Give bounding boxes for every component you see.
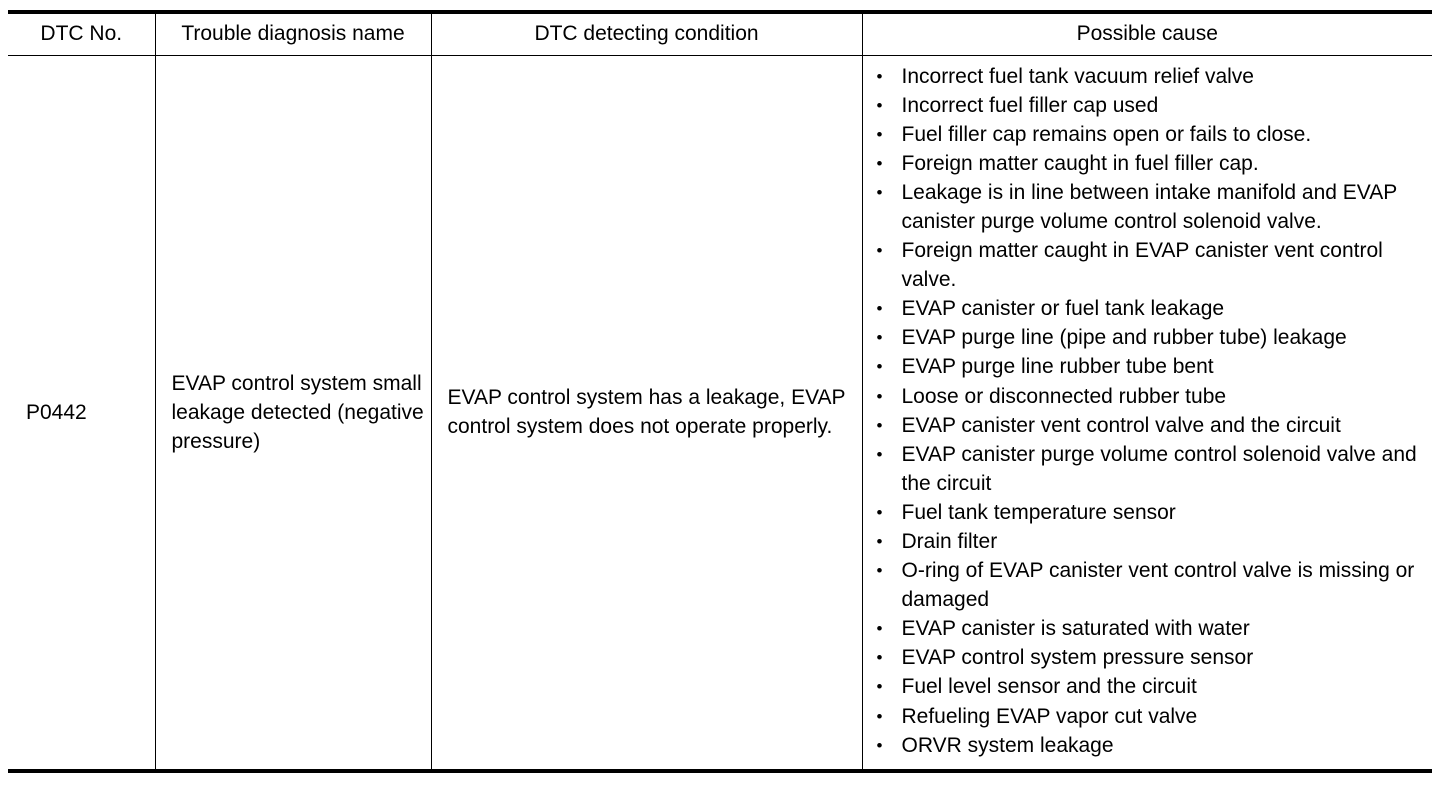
list-item: • EVAP canister purge volume control solenoid valve and the circuit <box>863 440 1419 498</box>
list-item: • EVAP canister vent control valve and the circuit <box>863 411 1419 440</box>
header-row <box>8 12 1432 55</box>
list-item: • Fuel level sensor and the circuit <box>863 672 1419 701</box>
header-dtc-no: DTC No. <box>8 12 155 55</box>
header-possible-cause: Possible cause <box>862 12 1432 55</box>
list-item: • Fuel filler cap remains open or fails to close. <box>863 120 1419 149</box>
table-header <box>8 12 1432 55</box>
trouble-diagnosis-name-cell: EVAP control system small leakage detected (negative pressure) <box>155 55 431 771</box>
list-item: • EVAP purge line (pipe and rubber tube) leakage <box>863 323 1419 352</box>
list-item: • Incorrect fuel filler cap used <box>863 91 1419 120</box>
header-trouble-diagnosis-name: Trouble diagnosis name <box>155 12 431 55</box>
list-item: • EVAP purge line rubber tube bent <box>863 352 1419 381</box>
list-item: • Drain filter <box>863 527 1419 556</box>
list-item: • Refueling EVAP vapor cut valve <box>863 702 1419 731</box>
dtc-code-cell: P0442 <box>8 55 155 771</box>
possible-cause-list <box>863 62 1433 760</box>
list-item: • Leakage is in line between intake manifold and EVAP canister purge volume control solenoid valve. <box>863 178 1419 236</box>
list-item: • Incorrect fuel tank vacuum relief valve <box>863 62 1419 91</box>
table-body <box>8 55 1432 771</box>
table-row <box>8 55 1432 771</box>
dtc-table <box>8 10 1432 773</box>
header-dtc-detecting-condition: DTC detecting condition <box>431 12 862 55</box>
detecting-condition-cell: EVAP control system has a leakage, EVAP control system does not operate properly. <box>431 55 862 771</box>
list-item: • Foreign matter caught in EVAP canister vent control valve. <box>863 236 1419 294</box>
possible-cause-cell <box>862 55 1432 771</box>
list-item: • ORVR system leakage <box>863 731 1419 760</box>
list-item: • O-ring of EVAP canister vent control valve is missing or damaged <box>863 556 1419 614</box>
list-item: • Loose or disconnected rubber tube <box>863 382 1419 411</box>
list-item: • Foreign matter caught in fuel filler cap. <box>863 149 1419 178</box>
list-item: • EVAP canister or fuel tank leakage <box>863 294 1419 323</box>
list-item: • EVAP control system pressure sensor <box>863 643 1419 672</box>
list-item: • Fuel tank temperature sensor <box>863 498 1419 527</box>
list-item: • EVAP canister is saturated with water <box>863 614 1419 643</box>
